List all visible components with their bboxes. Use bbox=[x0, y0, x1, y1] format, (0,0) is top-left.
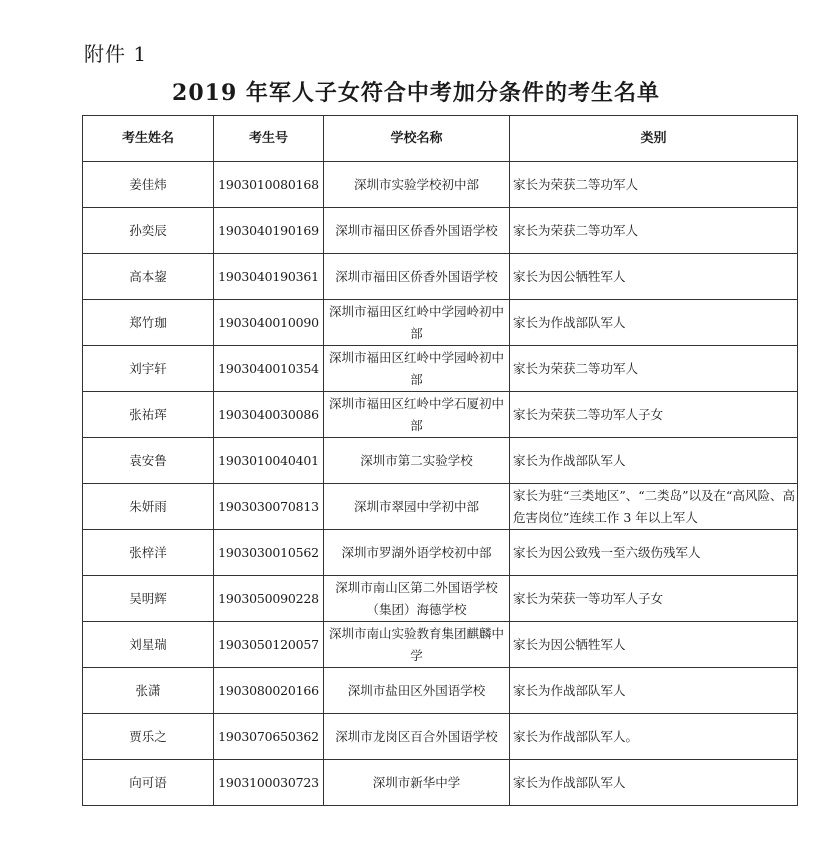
candidate-id: 1903070650362 bbox=[214, 714, 324, 760]
document-title: 2019 年军人子女符合中考加分条件的考生名单 bbox=[172, 80, 660, 106]
candidate-name: 朱妍雨 bbox=[83, 484, 214, 530]
table-row bbox=[83, 668, 798, 714]
header-id: 考生号 bbox=[214, 116, 324, 162]
table-row bbox=[83, 438, 798, 484]
category: 家长为因公牺牲军人 bbox=[510, 254, 798, 300]
table-row bbox=[83, 714, 798, 760]
category: 家长为荣获一等功军人子女 bbox=[510, 576, 798, 622]
school-name: 深圳市南山实验教育集团麒麟中学 bbox=[324, 622, 510, 668]
candidate-name: 刘宇轩 bbox=[83, 346, 214, 392]
candidate-id: 1903040030086 bbox=[214, 392, 324, 438]
table-row bbox=[83, 254, 798, 300]
table-header-row bbox=[83, 116, 798, 162]
category: 家长为驻“三类地区”、“二类岛”以及在“高风险、高危害岗位”连续工作 3 年以上军人 bbox=[510, 484, 798, 530]
candidate-table bbox=[82, 115, 798, 806]
school-name: 深圳市新华中学 bbox=[324, 760, 510, 806]
candidate-id: 1903100030723 bbox=[214, 760, 324, 806]
candidate-id: 1903040190361 bbox=[214, 254, 324, 300]
school-name: 深圳市福田区侨香外国语学校 bbox=[324, 254, 510, 300]
candidate-name: 孙奕辰 bbox=[83, 208, 214, 254]
table-row bbox=[83, 208, 798, 254]
table-row bbox=[83, 576, 798, 622]
school-name: 深圳市第二实验学校 bbox=[324, 438, 510, 484]
category: 家长为荣获二等功军人 bbox=[510, 346, 798, 392]
table-row bbox=[83, 300, 798, 346]
candidate-name: 贾乐之 bbox=[83, 714, 214, 760]
category: 家长为作战部队军人。 bbox=[510, 714, 798, 760]
candidate-name: 张潇 bbox=[83, 668, 214, 714]
table-row bbox=[83, 530, 798, 576]
school-name: 深圳市福田区红岭中学园岭初中部 bbox=[324, 346, 510, 392]
school-name: 深圳市福田区红岭中学石厦初中部 bbox=[324, 392, 510, 438]
candidate-id: 1903040190169 bbox=[214, 208, 324, 254]
category: 家长为荣获二等功军人子女 bbox=[510, 392, 798, 438]
candidate-id: 1903010080168 bbox=[214, 162, 324, 208]
header-name: 考生姓名 bbox=[83, 116, 214, 162]
category: 家长为因公致残一至六级伤残军人 bbox=[510, 530, 798, 576]
attachment-label: 附件 1 bbox=[84, 42, 148, 66]
category: 家长为荣获二等功军人 bbox=[510, 162, 798, 208]
header-category: 类别 bbox=[510, 116, 798, 162]
candidate-name: 刘星瑞 bbox=[83, 622, 214, 668]
category: 家长为作战部队军人 bbox=[510, 438, 798, 484]
category: 家长为荣获二等功军人 bbox=[510, 208, 798, 254]
school-name: 深圳市罗湖外语学校初中部 bbox=[324, 530, 510, 576]
candidate-name: 吴明辉 bbox=[83, 576, 214, 622]
category: 家长为因公牺牲军人 bbox=[510, 622, 798, 668]
header-school: 学校名称 bbox=[324, 116, 510, 162]
table-row bbox=[83, 484, 798, 530]
school-name: 深圳市盐田区外国语学校 bbox=[324, 668, 510, 714]
candidate-id: 1903050090228 bbox=[214, 576, 324, 622]
category: 家长为作战部队军人 bbox=[510, 760, 798, 806]
table-row bbox=[83, 346, 798, 392]
candidate-name: 张梓洋 bbox=[83, 530, 214, 576]
table-row bbox=[83, 392, 798, 438]
candidate-name: 姜佳炜 bbox=[83, 162, 214, 208]
school-name: 深圳市龙岗区百合外国语学校 bbox=[324, 714, 510, 760]
candidate-name: 张祐珲 bbox=[83, 392, 214, 438]
school-name: 深圳市福田区侨香外国语学校 bbox=[324, 208, 510, 254]
school-name: 深圳市实验学校初中部 bbox=[324, 162, 510, 208]
candidate-name: 袁安鲁 bbox=[83, 438, 214, 484]
school-name: 深圳市福田区红岭中学园岭初中部 bbox=[324, 300, 510, 346]
candidate-id: 1903030070813 bbox=[214, 484, 324, 530]
candidate-name: 高本鋆 bbox=[83, 254, 214, 300]
candidate-id: 1903030010562 bbox=[214, 530, 324, 576]
table-row bbox=[83, 162, 798, 208]
candidate-name: 向可语 bbox=[83, 760, 214, 806]
candidate-id: 1903010040401 bbox=[214, 438, 324, 484]
candidate-id: 1903080020166 bbox=[214, 668, 324, 714]
category: 家长为作战部队军人 bbox=[510, 668, 798, 714]
candidate-id: 1903040010090 bbox=[214, 300, 324, 346]
candidate-id: 1903050120057 bbox=[214, 622, 324, 668]
candidate-name: 郑竹珈 bbox=[83, 300, 214, 346]
table-body bbox=[83, 162, 798, 806]
table-row bbox=[83, 760, 798, 806]
school-name: 深圳市南山区第二外国语学校（集团）海德学校 bbox=[324, 576, 510, 622]
candidate-id: 1903040010354 bbox=[214, 346, 324, 392]
table-row bbox=[83, 622, 798, 668]
school-name: 深圳市翠园中学初中部 bbox=[324, 484, 510, 530]
category: 家长为作战部队军人 bbox=[510, 300, 798, 346]
